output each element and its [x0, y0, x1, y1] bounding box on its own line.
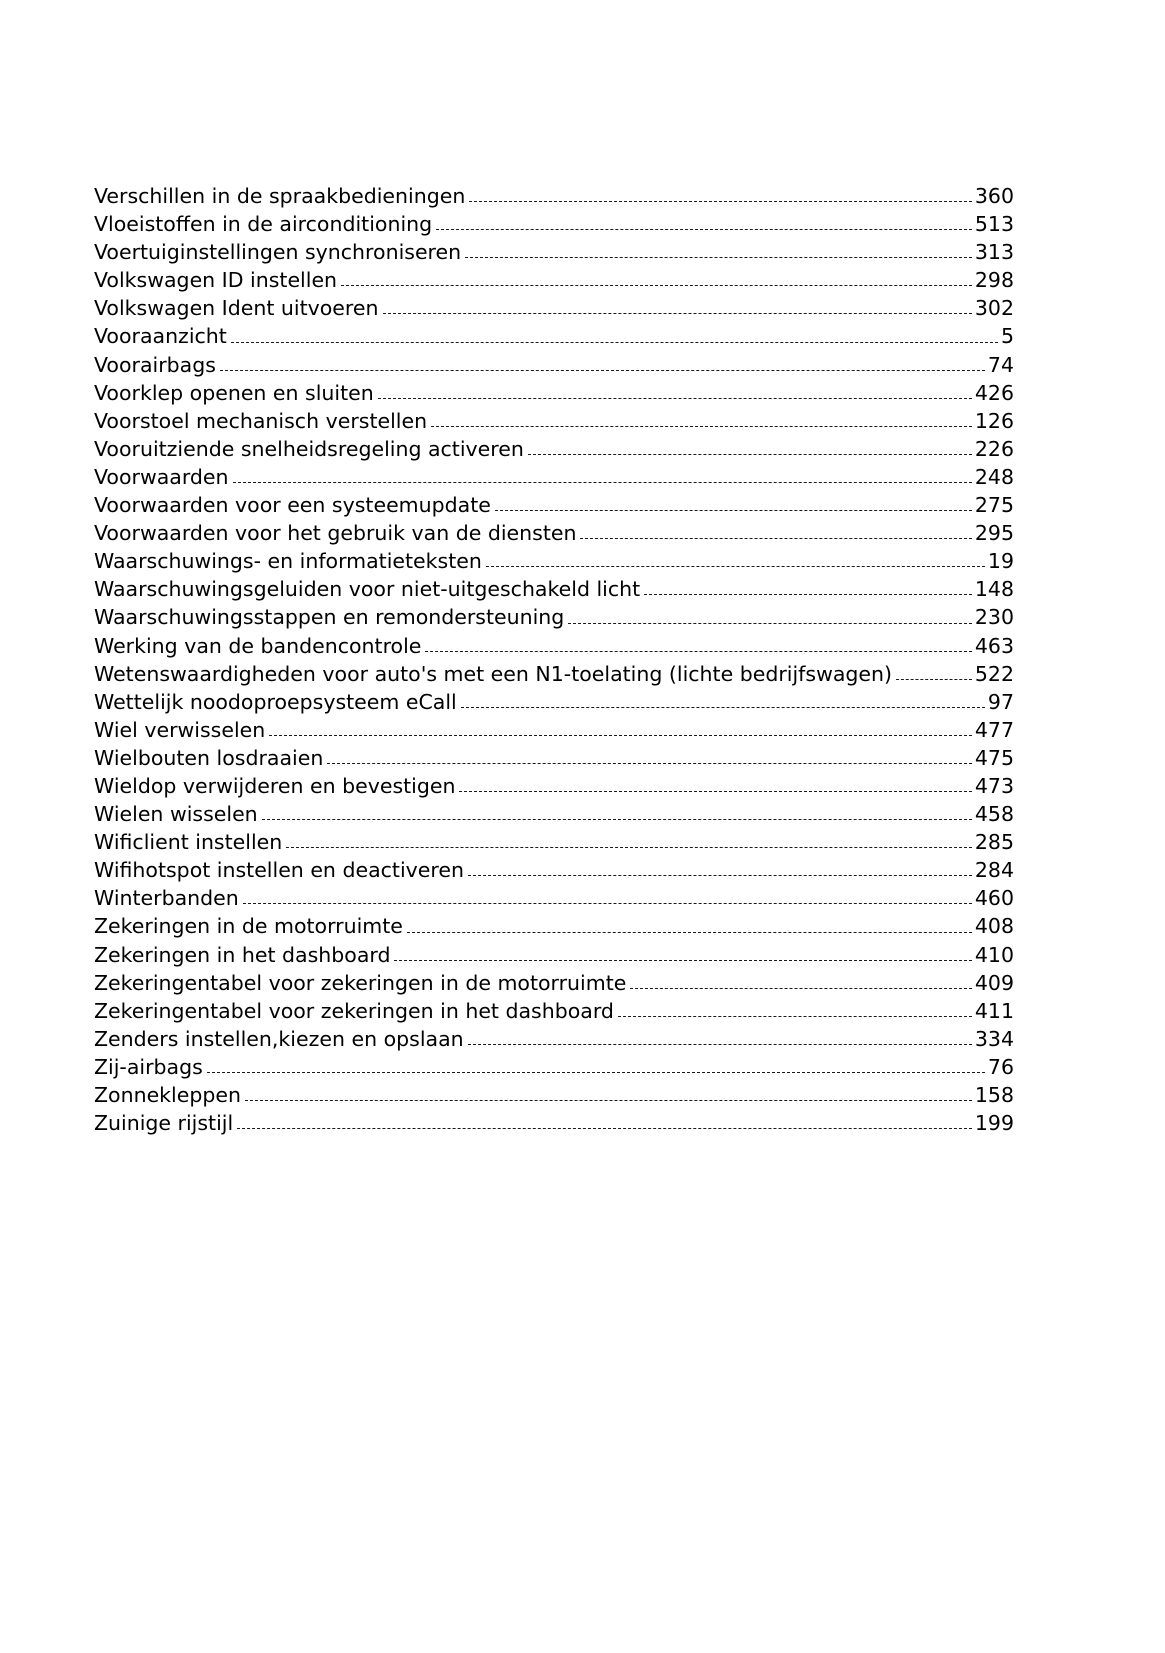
index-entry-title: Zij-airbags — [94, 1054, 203, 1079]
index-entry[interactable] — [94, 997, 1014, 1025]
dot-leader — [459, 776, 971, 796]
dot-leader — [286, 832, 972, 852]
index-entry-page-number: 97 — [987, 689, 1014, 714]
index-entry-title: Verschillen in de spraakbedieningen — [94, 184, 466, 208]
index-entry-title: Waarschuwings- en informatieteksten — [94, 549, 482, 574]
index-entry-title: Voorairbags — [94, 352, 216, 377]
dot-leader — [630, 973, 972, 993]
index-entry[interactable] — [94, 828, 1014, 856]
index-entry-title: Voorwaarden voor een systeemupdate — [94, 493, 491, 518]
index-entry-page-number: 302 — [974, 296, 1014, 321]
index-entry[interactable] — [94, 632, 1014, 660]
index-entry[interactable] — [94, 1025, 1014, 1053]
index-entry-title: Zekeringentabel voor zekeringen in het dashboard — [94, 998, 614, 1023]
index-entry-title: Voertuiginstellingen synchroniseren — [94, 240, 462, 265]
index-entry-page-number: 148 — [974, 577, 1014, 602]
index-entry-page-number: 477 — [974, 717, 1014, 742]
index-entry-page-number: 460 — [974, 886, 1014, 911]
index-entry[interactable] — [94, 912, 1014, 940]
index-entry[interactable] — [94, 322, 1014, 350]
index-entry[interactable] — [94, 772, 1014, 800]
index-entry[interactable] — [94, 210, 1014, 238]
index-entry[interactable] — [94, 884, 1014, 912]
dot-leader — [245, 1085, 972, 1105]
index-entry[interactable] — [94, 294, 1014, 322]
index-entry-title: Volkswagen Ident uitvoeren — [94, 296, 379, 321]
index-entry-page-number: 285 — [974, 830, 1014, 855]
index-entry-page-number: 463 — [974, 633, 1014, 658]
index-entry[interactable] — [94, 1053, 1014, 1081]
index-entry-title: Wiel verwisselen — [94, 717, 266, 742]
index-entry[interactable] — [94, 519, 1014, 547]
index-entry[interactable] — [94, 182, 1014, 210]
index-entry-title: Zuinige rijstijl — [94, 1111, 234, 1136]
dot-leader — [383, 298, 972, 318]
index-entry-page-number: 360 — [974, 184, 1014, 208]
dot-leader — [243, 888, 972, 908]
index-entry-page-number: 458 — [974, 802, 1014, 827]
dot-leader — [233, 467, 972, 487]
dot-leader — [436, 214, 972, 234]
index-entry-page-number: 275 — [974, 493, 1014, 518]
index-entry[interactable] — [94, 800, 1014, 828]
index-entry-title: Wielen wisselen — [94, 802, 258, 827]
index-entry-title: Voorwaarden — [94, 464, 229, 489]
dot-leader — [378, 383, 972, 403]
dot-leader — [461, 692, 985, 712]
index-entry[interactable] — [94, 407, 1014, 435]
index-entry[interactable] — [94, 660, 1014, 688]
dot-leader — [644, 579, 972, 599]
index-entry[interactable] — [94, 744, 1014, 772]
index-entry-page-number: 199 — [974, 1111, 1014, 1136]
index-entry[interactable] — [94, 379, 1014, 407]
index-entry[interactable] — [94, 1109, 1014, 1137]
index-entry-page-number: 284 — [974, 858, 1014, 883]
index-entry-title: Volkswagen ID instellen — [94, 268, 338, 293]
dot-leader — [568, 608, 972, 628]
dot-leader — [618, 1001, 972, 1021]
index-entry[interactable] — [94, 856, 1014, 884]
index-entry-title: Voorklep openen en sluiten — [94, 380, 374, 405]
index-entry-page-number: 5 — [1000, 324, 1014, 349]
index-entry-list — [94, 182, 1014, 1137]
index-entry-page-number: 513 — [974, 212, 1014, 237]
index-entry[interactable] — [94, 603, 1014, 631]
index-entry[interactable] — [94, 351, 1014, 379]
dot-leader — [431, 411, 972, 431]
index-entry-title: Werking van de bandencontrole — [94, 633, 422, 658]
index-entry-page-number: 230 — [974, 605, 1014, 630]
index-entry[interactable] — [94, 491, 1014, 519]
index-entry-title: Winterbanden — [94, 886, 239, 911]
dot-leader — [220, 355, 985, 375]
index-entry-title: Voorwaarden voor het gebruik van de diensten — [94, 521, 577, 546]
index-entry-title: Vooraanzicht — [94, 324, 227, 349]
index-entry-title: Wifihotspot instellen en deactiveren — [94, 858, 464, 883]
index-entry-page-number: 19 — [987, 549, 1014, 574]
index-entry-page-number: 313 — [974, 240, 1014, 265]
index-entry[interactable] — [94, 1081, 1014, 1109]
dot-leader — [495, 495, 972, 515]
dot-leader — [394, 945, 971, 965]
index-entry-page-number: 295 — [974, 521, 1014, 546]
index-entry-title: Wieldop verwijderen en bevestigen — [94, 773, 456, 798]
dot-leader — [896, 664, 972, 684]
index-entry-page-number: 248 — [974, 464, 1014, 489]
index-entry[interactable] — [94, 463, 1014, 491]
index-entry-title: Zekeringen in de motorruimte — [94, 914, 403, 939]
dot-leader — [231, 327, 998, 347]
index-entry-title: Zekeringen in het dashboard — [94, 942, 391, 967]
index-entry[interactable] — [94, 941, 1014, 969]
dot-leader — [468, 1029, 972, 1049]
index-entry-page-number: 126 — [974, 408, 1014, 433]
index-entry-page-number: 473 — [974, 773, 1014, 798]
index-entry[interactable] — [94, 266, 1014, 294]
index-entry[interactable] — [94, 575, 1014, 603]
dot-leader — [341, 270, 972, 290]
index-entry-page-number: 74 — [987, 352, 1014, 377]
index-entry[interactable] — [94, 435, 1014, 463]
index-entry-page-number: 158 — [974, 1083, 1014, 1107]
index-entry-title: Wielbouten losdraaien — [94, 745, 324, 770]
index-entry-page-number: 426 — [974, 380, 1014, 405]
index-entry-page-number: 408 — [974, 914, 1014, 939]
dot-leader — [580, 523, 971, 543]
index-entry[interactable] — [94, 716, 1014, 744]
dot-leader — [407, 917, 972, 937]
dot-leader — [486, 551, 985, 571]
index-entry[interactable] — [94, 969, 1014, 997]
dot-leader — [327, 748, 972, 768]
index-entry-title: Wettelijk noodoproepsysteem eCall — [94, 689, 457, 714]
index-entry-page-number: 410 — [974, 942, 1014, 967]
index-entry-title: Vloeistoffen in de airconditioning — [94, 212, 433, 237]
dot-leader — [528, 439, 972, 459]
index-entry-title: Zenders instellen,kiezen en opslaan — [94, 1026, 464, 1051]
dot-leader — [262, 804, 972, 824]
index-entry-page-number: 298 — [974, 268, 1014, 293]
index-entry-page-number: 522 — [974, 661, 1014, 686]
dot-leader — [425, 636, 971, 656]
index-entry-title: Zonnekleppen — [94, 1083, 241, 1107]
dot-leader — [269, 720, 972, 740]
dot-leader — [468, 860, 972, 880]
dot-leader — [237, 1113, 972, 1133]
index-entry-title: Vooruitziende snelheidsregeling activeren — [94, 436, 524, 461]
index-entry[interactable] — [94, 547, 1014, 575]
index-entry-title: Wificlient instellen — [94, 830, 283, 855]
dot-leader — [207, 1057, 985, 1077]
index-entry-title: Voorstoel mechanisch verstellen — [94, 408, 428, 433]
index-entry-page-number: 409 — [974, 970, 1014, 995]
index-entry-title: Waarschuwingsgeluiden voor niet-uitgeschakeld licht — [94, 577, 641, 602]
index-entry-title: Waarschuwingsstappen en remondersteuning — [94, 605, 565, 630]
index-entry-page-number: 226 — [974, 436, 1014, 461]
index-entry-page-number: 411 — [974, 998, 1014, 1023]
index-entry[interactable] — [94, 688, 1014, 716]
dot-leader — [465, 242, 972, 262]
index-entry-title: Wetenswaardigheden voor auto's met een N1-toelating (lichte bedrijfswagen) — [94, 661, 893, 686]
index-entry-page-number: 76 — [987, 1054, 1014, 1079]
index-entry-title: Zekeringentabel voor zekeringen in de motorruimte — [94, 970, 627, 995]
index-entry-page-number: 334 — [974, 1026, 1014, 1051]
index-entry-page-number: 475 — [974, 745, 1014, 770]
index-entry[interactable] — [94, 238, 1014, 266]
dot-leader — [469, 186, 972, 206]
